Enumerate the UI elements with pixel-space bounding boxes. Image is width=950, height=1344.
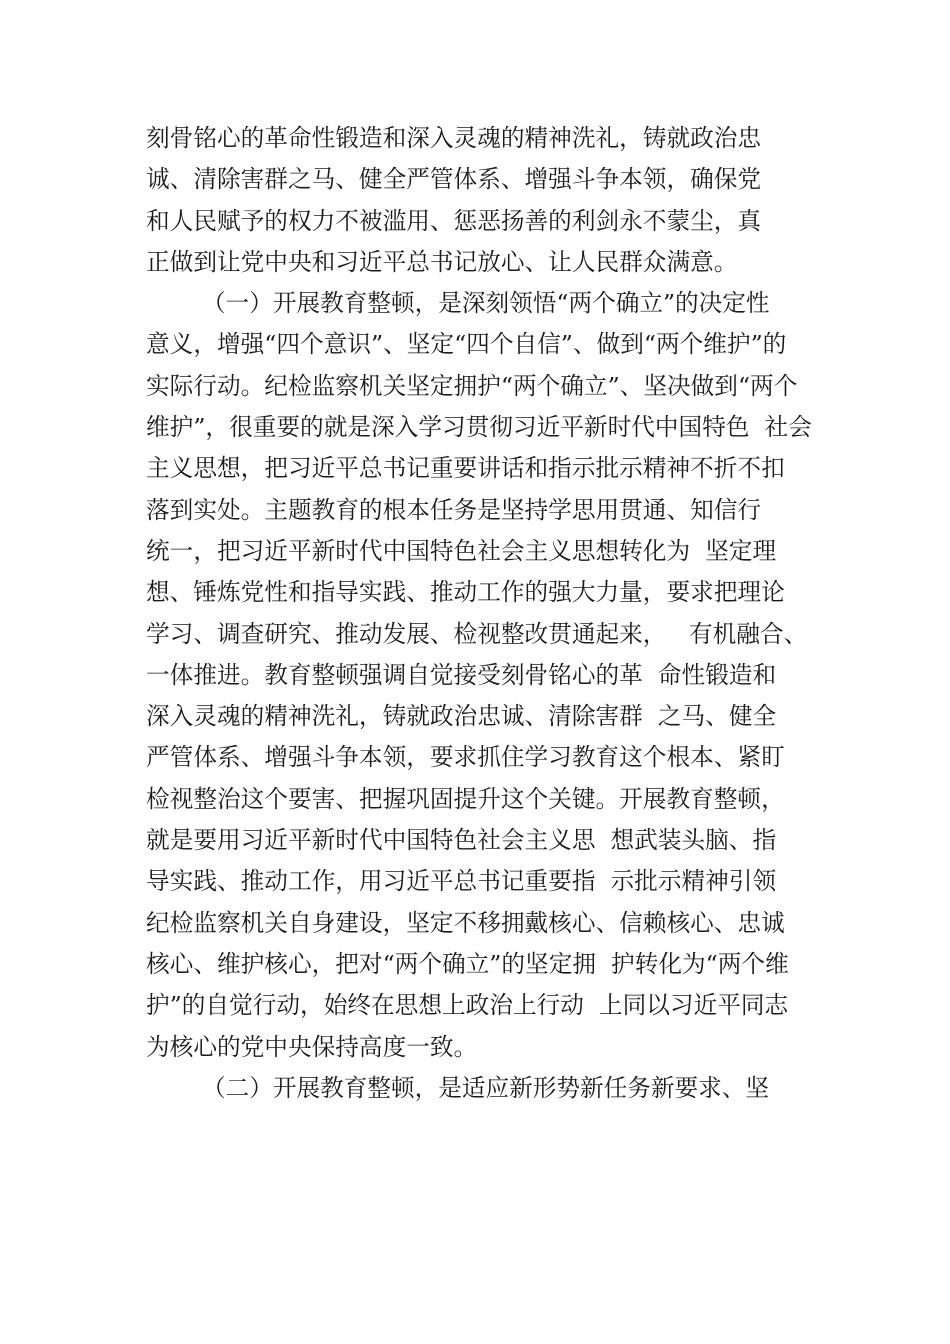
body-text <box>146 118 846 1109</box>
text-line: 想、锤炼党性和指导实践、推动工作的强大力量，要求把理论 <box>146 578 785 607</box>
text-line: 落到实处。主题教育的根本任务是坚持学思用贯通、知信行 <box>146 495 762 524</box>
text-line: 刻骨铭心的革命性锻造和深入灵魂的精神洗礼，铸就政治忠 <box>146 124 762 152</box>
text-line: 一体推进。教育整顿强调自觉接受刻骨铭心的革 命性锻造和 <box>146 660 777 689</box>
text-line: 护”的自觉行动，始终在思想上政治上行动 上同以习近平同志 <box>146 991 789 1020</box>
text-line: 为核心的党中央保持高度一致。 <box>146 1032 478 1061</box>
text-line: 导实践、推动工作，用习近平总书记重要指 示批示精神引领 <box>146 867 777 896</box>
text-line: 就是要用习近平新时代中国特色社会主义思 想武装头脑、指 <box>146 826 777 855</box>
text-line: 主义思想，把习近平总书记重要讲话和指示批示精神不折不扣 <box>146 454 785 483</box>
text-line: 纪检监察机关自身建设，坚定不移拥戴核心、信赖核心、忠诚 <box>146 908 785 937</box>
text-line: 严管体系、增强斗争本领，要求抓住学习教育这个根本、紧盯 <box>146 743 785 772</box>
paragraph-first-line: （一）开展教育整顿，是深刻领悟“两个确立”的决定性 <box>202 289 770 318</box>
text-line: 实际行动。纪检监察机关坚定拥护“两个确立”、坚决做到“两个 <box>146 371 798 400</box>
text-line: 统一，把习近平新时代中国特色社会主义思想转化为 坚定理 <box>146 536 777 565</box>
text-line: 诚、清除害群之马、健全严管体系、增强斗争本领，确保党 <box>146 165 762 194</box>
text-line: 和人民赋予的权力不被滥用、惩恶扬善的利剑永不蒙尘，真 <box>146 206 762 235</box>
text-line: 核心、维护核心，把对“两个确立”的坚定拥 护转化为“两个维 <box>146 949 789 978</box>
text-line: 维护”，很重要的就是深入学习贯彻习近平新时代中国特色 社会 <box>146 413 812 442</box>
text-line: 学习、调查研究、推动发展、检视整改贯通起来， 有机融合、 <box>146 619 808 648</box>
text-line: 意义，增强“四个意识”、坚定“四个自信”、做到“两个维护”的 <box>146 330 787 359</box>
paragraph-first-line: （二）开展教育整顿，是适应新形势新任务新要求、坚 <box>202 1073 769 1102</box>
text-line: 正做到让党中央和习近平总书记放心、让人民群众满意。 <box>146 247 738 276</box>
text-line: 检视整治这个要害、把握巩固提升这个关键。开展教育整顿， <box>146 784 785 813</box>
text-line: 深入灵魂的精神洗礼，铸就政治忠诚、清除害群 之马、健全 <box>146 702 777 731</box>
